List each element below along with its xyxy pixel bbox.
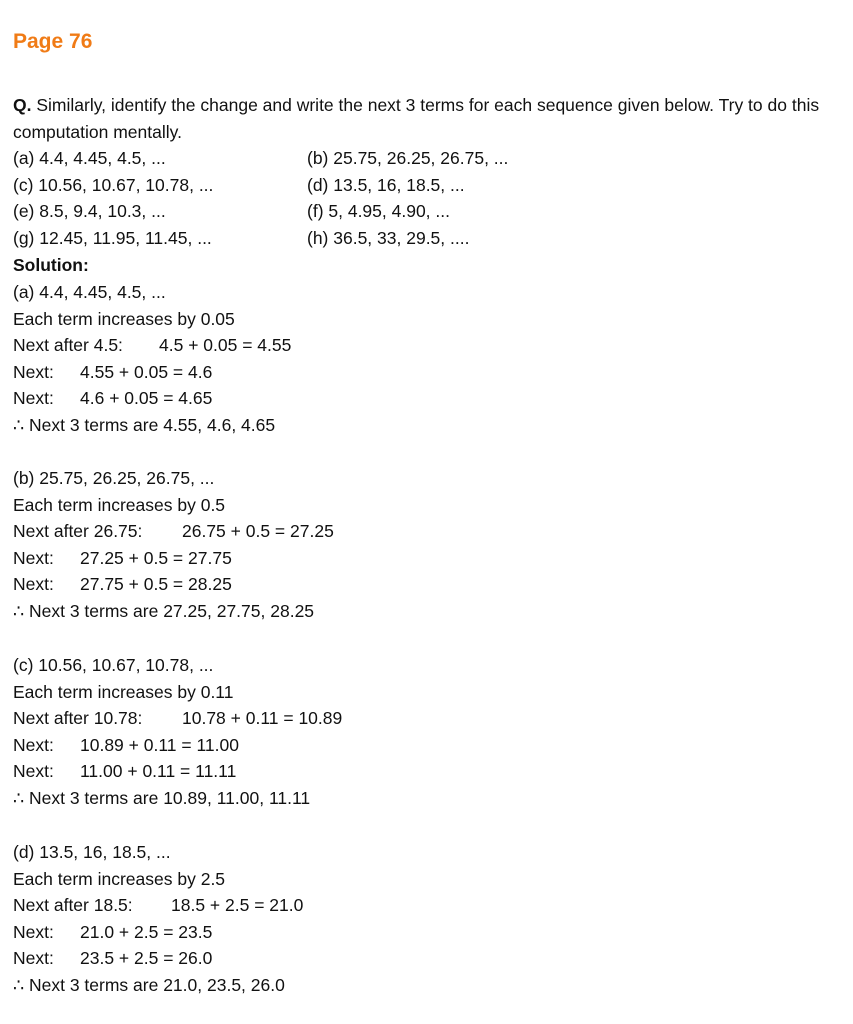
- step-label: Next after 10.78:: [13, 708, 143, 728]
- solution-conclusion: ∴ Next 3 terms are 4.55, 4.6, 4.65: [13, 414, 276, 435]
- step-calc: 4.55 + 0.05 = 4.6: [80, 361, 213, 382]
- step-calc: 27.25 + 0.5 = 27.75: [80, 547, 232, 568]
- step-label: Next:: [13, 388, 54, 408]
- step-calc: 26.75 + 0.5 = 27.25: [182, 521, 334, 541]
- step-label: Next:: [13, 547, 54, 568]
- sequence-row: [13, 145, 843, 172]
- solution-step: [13, 545, 843, 572]
- step-label: Next:: [13, 921, 54, 942]
- step-calc: 10.78 + 0.11 = 10.89: [182, 708, 343, 728]
- step-label: Next:: [13, 734, 54, 755]
- solution-step: [13, 945, 843, 972]
- solution-step: [13, 518, 843, 545]
- sequence-item: (d) 13.5, 16, 18.5, ...: [307, 174, 465, 195]
- solution-title: (c) 10.56, 10.67, 10.78, ...: [13, 655, 214, 675]
- document-page: [13, 0, 843, 1024]
- solution-step: [13, 919, 843, 946]
- solution-step: [13, 385, 843, 412]
- sequence-list: [13, 145, 843, 251]
- step-label: Next after 4.5:: [13, 335, 123, 355]
- step-label: Next:: [13, 948, 54, 968]
- sequence-item: (h) 36.5, 33, 29.5, ....: [307, 227, 470, 248]
- solution-change: Each term increases by 0.5: [13, 494, 226, 515]
- sequence-item: (a) 4.4, 4.45, 4.5, ...: [13, 148, 166, 168]
- step-label: Next after 18.5:: [13, 895, 133, 915]
- sequence-item: (f) 5, 4.95, 4.90, ...: [307, 201, 450, 221]
- sequence-row: [13, 172, 843, 199]
- solution-block-b: [13, 465, 843, 624]
- solution-change: Each term increases by 0.11: [13, 681, 234, 702]
- solution-conclusion: ∴ Next 3 terms are 10.89, 11.00, 11.11: [13, 787, 311, 808]
- sequence-row: [13, 198, 843, 225]
- step-label: Next:: [13, 574, 54, 594]
- step-calc: 23.5 + 2.5 = 26.0: [80, 948, 213, 968]
- step-label: Next:: [13, 361, 54, 382]
- solution-block-d: [13, 839, 843, 998]
- solution-step: [13, 571, 843, 598]
- solution-step: [13, 359, 843, 386]
- step-label: Next:: [13, 761, 54, 781]
- solution-title: (a) 4.4, 4.45, 4.5, ...: [13, 282, 166, 302]
- solution-title: (d) 13.5, 16, 18.5, ...: [13, 842, 171, 862]
- solution-step: [13, 892, 843, 919]
- step-calc: 27.75 + 0.5 = 28.25: [80, 574, 232, 594]
- step-calc: 21.0 + 2.5 = 23.5: [80, 921, 213, 942]
- question-text: [13, 92, 843, 145]
- solution-change: Each term increases by 0.05: [13, 308, 235, 329]
- solution-conclusion: ∴ Next 3 terms are 21.0, 23.5, 26.0: [13, 974, 285, 995]
- step-calc: 10.89 + 0.11 = 11.00: [80, 734, 239, 755]
- step-calc: 4.6 + 0.05 = 4.65: [80, 388, 213, 408]
- step-calc: 4.5 + 0.05 = 4.55: [159, 335, 292, 355]
- sequence-row: [13, 225, 843, 252]
- sequence-item: (b) 25.75, 26.25, 26.75, ...: [307, 148, 509, 168]
- sequence-item: (c) 10.56, 10.67, 10.78, ...: [13, 174, 214, 195]
- step-calc: 11.00 + 0.11 = 11.11: [80, 761, 237, 781]
- solution-change: Each term increases by 2.5: [13, 868, 226, 889]
- solution-heading: Solution:: [13, 255, 89, 275]
- solution-step: [13, 732, 843, 759]
- step-label: Next after 26.75:: [13, 521, 143, 541]
- solution-step: [13, 758, 843, 785]
- page-title: Page 76: [13, 30, 93, 53]
- step-calc: 18.5 + 2.5 = 21.0: [171, 895, 304, 915]
- solution-step: [13, 705, 843, 732]
- sequence-item: (e) 8.5, 9.4, 10.3, ...: [13, 201, 166, 221]
- question-body: Similarly, identify the change and write the next 3 terms for each sequence given below. Try to do this computation mentally.: [13, 95, 820, 142]
- solution-block-a: [13, 279, 843, 438]
- solution-step: [13, 332, 843, 359]
- sequence-item: (g) 12.45, 11.95, 11.45, ...: [13, 227, 212, 248]
- solution-title: (b) 25.75, 26.25, 26.75, ...: [13, 468, 215, 488]
- question-label: Q.: [13, 95, 32, 115]
- solution-conclusion: ∴ Next 3 terms are 27.25, 27.75, 28.25: [13, 600, 315, 621]
- solution-block-c: [13, 652, 843, 811]
